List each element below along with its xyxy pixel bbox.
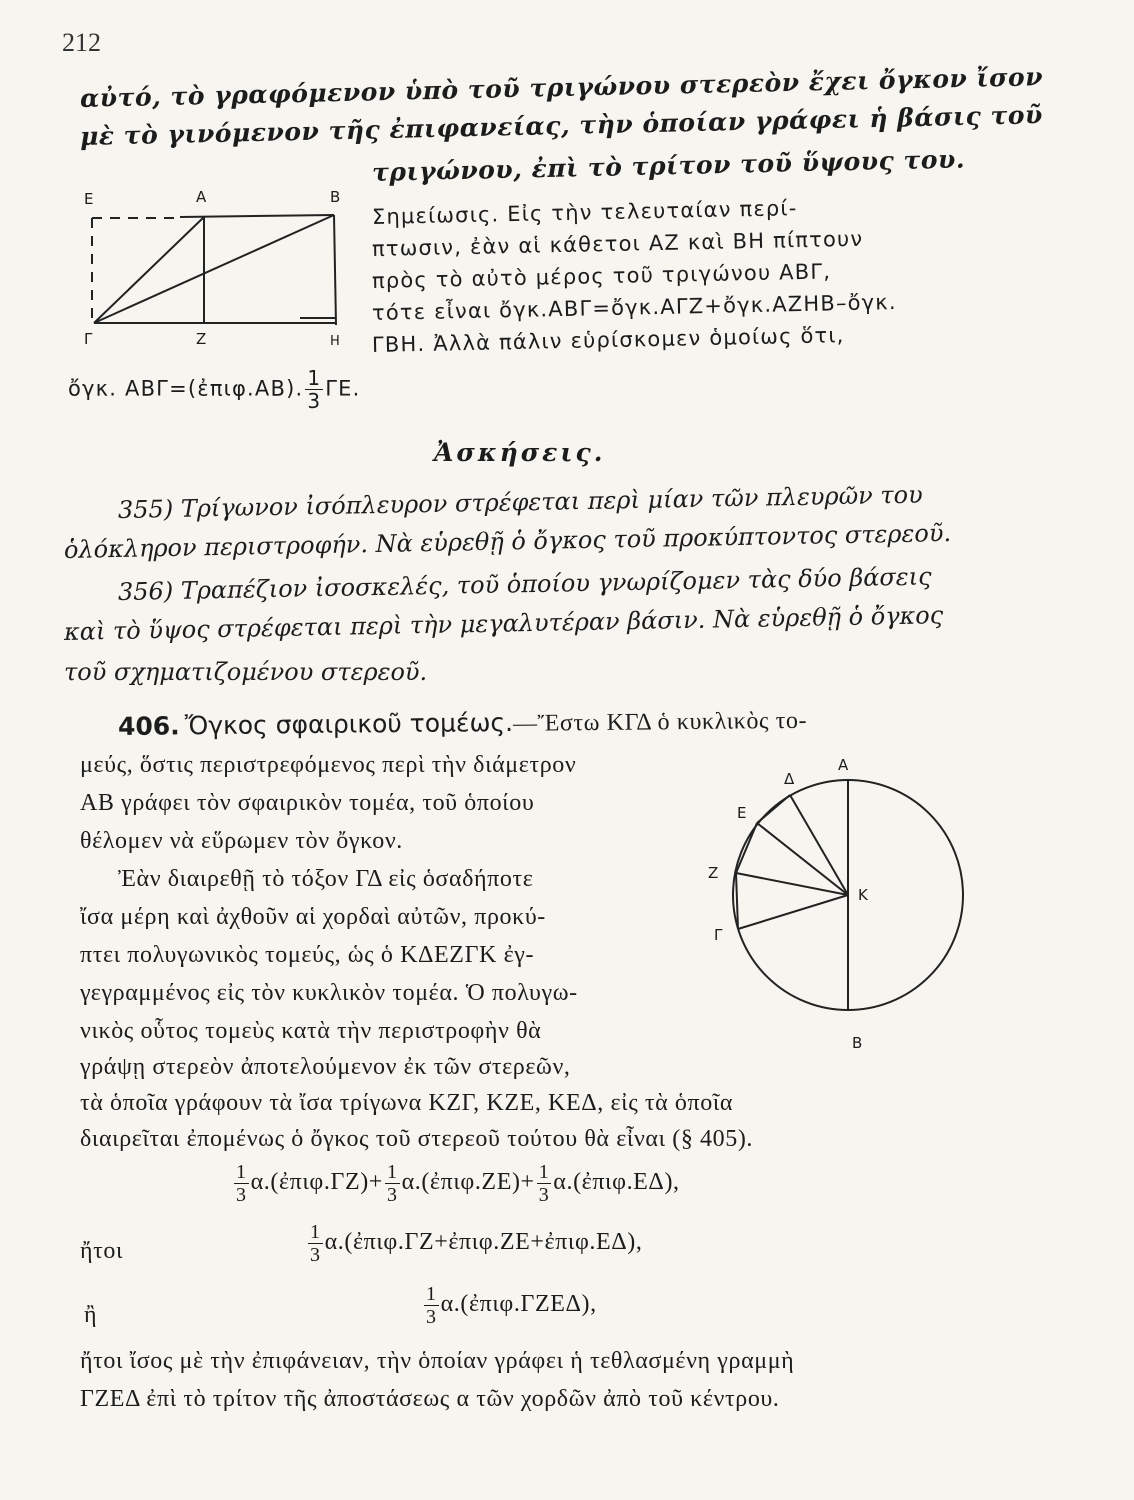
exercises-title: Ἀσκήσεις. xyxy=(434,438,606,467)
body-line-2: ΑΒ γράφει τὸν σφαιρικὸν τομέα, τοῦ ὁποίου xyxy=(80,790,535,816)
eq2-text: α.(ἐπιφ.ΓΖ+ἐπιφ.ΖΕ+ἐπιφ.ΕΔ), xyxy=(324,1229,643,1256)
section-heading xyxy=(118,705,807,742)
body-line-8: νικὸς οὗτος τομεὺς κατὰ τὴν περιστροφὴν θὰ xyxy=(80,1018,542,1044)
fig2-label-G: Γ xyxy=(714,926,723,944)
fig1-label-H: H xyxy=(330,334,340,349)
eq2-den: 3 xyxy=(310,1244,321,1266)
intro-line-2: μὲ τὸ γινόμενον τῆς ἐπιφανείας, τὴν ὁποίαν γράφει ἡ βάσις τοῦ xyxy=(79,100,1044,151)
note-line-2: πτωσιν, ἐὰν αἱ κάθετοι ΑΖ καὶ ΒΗ πίπτουν xyxy=(371,226,864,261)
exercise-line-4: καὶ τὸ ὕψος στρέφεται περὶ τὴν μεγαλυτέραν βάσιν. Νὰ εὑρεθῇ ὁ ὄγκος xyxy=(63,601,944,646)
fig1-side-GA xyxy=(94,217,204,323)
note-formula-fraction xyxy=(305,368,323,411)
exercise-line-3: 356) Τραπέζιον ἰσοσκελές, τοῦ ὁποίου γνωρίζομεν τὰς δύο βάσεις xyxy=(117,562,932,606)
fig1-label-B: B xyxy=(330,188,341,206)
figure-triangle-rectangle xyxy=(80,180,360,355)
fig2-label-D: Δ xyxy=(784,770,795,788)
note-formula xyxy=(68,368,361,411)
intro-line-1: αὐτό, τὸ γραφόμενον ὑπὸ τοῦ τριγώνου στερεὸν ἔχει ὄγκον ἴσον xyxy=(79,62,1044,113)
eq1-num-3: 1 xyxy=(538,1161,550,1183)
body-line-10: τὰ ὁποῖα γράφουν τὰ ἴσα τρίγωνα ΚΖΓ, ΚΖΕ, ΚΕΔ, εἰς τὰ ὁποῖα xyxy=(80,1090,734,1116)
eq1-num-2: 1 xyxy=(386,1161,398,1183)
equation-1 xyxy=(232,1162,680,1205)
eq1-num-1: 1 xyxy=(236,1161,247,1183)
note-formula-before: ὄγκ. ΑΒΓ=(ἐπιφ.ΑΒ). xyxy=(68,376,304,401)
eq1-den-1: 3 xyxy=(236,1184,247,1206)
fig1-label-A: A xyxy=(196,188,207,206)
note-line-3: πρὸς τὸ αὐτὸ μέρος τοῦ τριγώνου ΑΒΓ, xyxy=(371,259,832,293)
eq3-lead: ἢ xyxy=(84,1302,98,1328)
fig1-label-Z: Z xyxy=(196,330,207,348)
note-line-5: ΓΒΗ. Ἀλλὰ πάλιν εὑρίσκομεν ὁμοίως ὅτι, xyxy=(371,323,845,357)
eq1-fraction-2 xyxy=(385,1162,400,1205)
eq2-fraction xyxy=(308,1222,323,1265)
eq2-lead: ἤτοι xyxy=(80,1238,124,1264)
note-line-1: Σημείωσις. Εἰς τὴν τελευταίαν περί- xyxy=(371,196,798,229)
note-formula-den: 3 xyxy=(307,389,322,413)
note-formula-after: ΓΕ. xyxy=(325,376,361,401)
fig2-radius-KZ xyxy=(736,873,848,895)
figure-spherical-sector xyxy=(700,755,980,1055)
eq1-term-2: α.(ἐπιφ.ΖΕ)+ xyxy=(401,1169,535,1196)
body-line-9: γράψῃ στερεὸν ἀποτελούμενον ἐκ τῶν στερεῶν, xyxy=(80,1054,571,1080)
fig2-label-K: K xyxy=(858,886,868,904)
note-line-4: τότε εἶναι ὄγκ.ΑΒΓ=ὄγκ.ΑΓΖ+ὄγκ.ΑΖΗΒ–ὄγκ. xyxy=(371,290,897,325)
body-line-7: γεγραμμένος εἰς τὸν κυκλικὸν τομέα. Ὁ πολυγω- xyxy=(80,980,578,1006)
eq1-fraction-3 xyxy=(537,1162,552,1205)
fig2-radius-KE xyxy=(757,823,848,895)
fig1-label-G: Γ xyxy=(84,330,93,348)
fig2-label-E: E xyxy=(737,804,747,822)
body-line-11: διαιρεῖται ἐπομένως ὁ ὄγκος τοῦ στερεοῦ τούτου θὰ εἶναι (§ 405). xyxy=(80,1126,754,1152)
eq2-num: 1 xyxy=(310,1221,321,1243)
final-line-2: ΓΖΕΔ ἐπὶ τὸ τρίτον τῆς ἀποστάσεως α τῶν χορδῶν ἀπὸ τοῦ κέντρου. xyxy=(80,1386,780,1412)
fig2-chord-DE xyxy=(757,795,790,823)
body-line-1: μεύς, ὅστις περιστρεφόμενος περὶ τὴν διάμετρον xyxy=(80,752,577,778)
exercise-line-2: ὁλόκληρον περιστροφήν. Νὰ εὑρεθῇ ὁ ὄγκος τοῦ προκύπτοντος στερεοῦ. xyxy=(63,518,952,564)
eq1-term-1: α.(ἐπιφ.ΓΖ)+ xyxy=(250,1169,383,1196)
note-formula-num: 1 xyxy=(307,366,322,390)
section-title: Ὄγκος σφαιρικοῦ τομέως. xyxy=(184,707,514,741)
page-number: 212 xyxy=(62,28,101,57)
intro-line-3: τριγώνου, ἐπὶ τὸ τρίτον τοῦ ὕψους του. xyxy=(371,144,966,187)
exercise-line-5: τοῦ σχηματιζομένου στερεοῦ. xyxy=(64,658,428,686)
fig1-side-GB xyxy=(94,215,334,323)
fig2-label-Z: Z xyxy=(708,864,719,882)
eq1-den-3: 3 xyxy=(538,1184,550,1206)
final-line-1: ἤτοι ἴσος μὲ τὴν ἐπιφάνειαν, τὴν ὁποίαν γράφει ἡ τεθλασμένη γραμμὴ xyxy=(80,1348,795,1374)
eq3-text: α.(ἐπιφ.ΓΖΕΔ), xyxy=(440,1291,597,1318)
fig2-label-A: A xyxy=(838,756,849,774)
fig2-radius-KD xyxy=(790,795,848,895)
eq3-fraction xyxy=(424,1284,439,1327)
eq1-den-2: 3 xyxy=(386,1184,398,1206)
eq3-num: 1 xyxy=(426,1283,437,1305)
equation-3 xyxy=(422,1284,597,1327)
eq1-term-3: α.(ἐπιφ.ΕΔ), xyxy=(553,1169,680,1196)
exercise-line-1: 355) Τρίγωνον ἰσόπλευρον στρέφεται περὶ μίαν τῶν πλευρῶν του xyxy=(117,480,923,524)
body-line-5: ἴσα μέρη καὶ ἀχθοῦν αἱ χορδαὶ αὐτῶν, προκύ- xyxy=(80,904,546,930)
eq1-fraction-1 xyxy=(234,1162,249,1205)
equation-2 xyxy=(306,1222,643,1265)
eq3-den: 3 xyxy=(426,1306,437,1328)
fig2-radius-KG xyxy=(738,895,848,929)
body-line-4: Ἐὰν διαιρεθῇ τὸ τόξον ΓΔ εἰς ὁσαδήποτε xyxy=(118,866,534,892)
section-intro: —Ἔστω ΚΓΔ ὁ κυκλικὸς το- xyxy=(512,707,808,737)
section-number: 406. xyxy=(117,711,180,741)
fig1-label-E: E xyxy=(84,190,94,208)
fig2-chord-EZ xyxy=(736,823,757,873)
body-line-3: θέλομεν νὰ εὕρωμεν τὸν ὄγκον. xyxy=(80,828,403,854)
fig2-label-B: B xyxy=(852,1034,863,1052)
body-line-6: πτει πολυγωνικὸς τομεύς, ὡς ὁ ΚΔΕΖΓΚ ἐγ- xyxy=(80,942,535,968)
fig1-side-BH xyxy=(334,215,336,325)
